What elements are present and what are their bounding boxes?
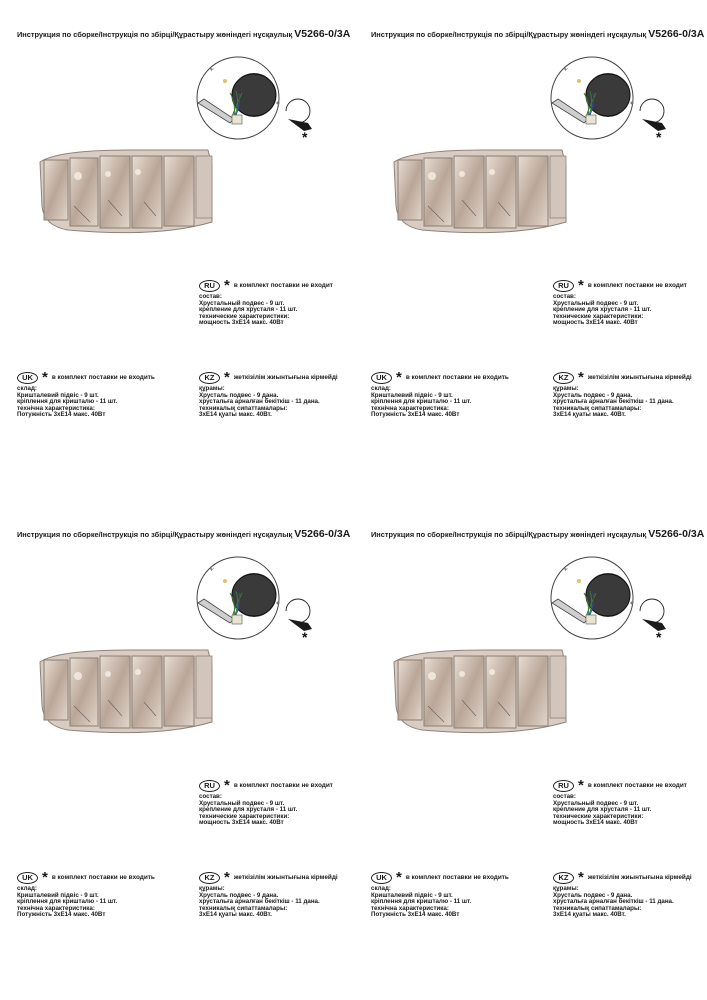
spec-line: состав: [199,293,222,300]
asterisk-icon: * [578,777,584,794]
ru-lines [199,794,333,827]
uk-lines [17,386,155,419]
spec-line: хрустальға арналған бекіткіш - 11 дана. [553,398,674,406]
kz-section [553,869,692,919]
asterisk-icon: * [578,369,584,386]
panel-title [371,28,704,40]
spec-line: кріплення для кришталю - 11 шт. [17,398,118,406]
instruction-panel-1 [0,0,354,500]
asterisk-icon: * [578,869,584,886]
title-text: Инструкция по сборке/Інструкція по збірці/Құрастыру жөніндегі нұсқаулық [371,30,647,39]
spec-line: Кришталевий підвіс - 9 шт. [17,891,99,899]
kz-section [199,869,338,919]
kz-section [553,369,692,419]
spec-line: Хрустальный подвес - 9 шт. [199,299,285,307]
svg-text:ᴪ: ᴪ [564,567,568,573]
spec-line: Хрустальный подвес - 9 шт. [553,799,639,807]
spec-line: Хрусталь подвес - 9 дана. [553,391,633,399]
crystal-wall-lamp-image [392,146,572,246]
asterisk-icon: * [656,129,662,143]
spec-line: технические характеристики: [553,312,644,320]
uk-note: в комплект поставки не входить [405,873,509,881]
crystal-wall-lamp-image [392,646,572,746]
kz-badge: KZ [199,372,220,384]
model-code: V5266-0/3A [294,28,351,40]
kz-lines [199,886,338,919]
asterisk-icon: * [302,129,308,143]
uk-section [17,369,155,419]
spec-line: технические характеристики: [199,312,290,320]
spec-line: Потужність 3хE14 макс. 40Вт [371,911,460,919]
uk-lines [371,886,509,919]
ru-section [553,777,687,827]
spec-line: құрамы: [553,385,579,392]
kz-lines [553,386,692,419]
spec-line: құрамы: [553,885,579,892]
spec-line: Потужність 3хE14 макс. 40Вт [17,411,106,419]
kz-section [199,369,338,419]
wall-mount-diagram [190,553,330,643]
title-text: Инструкция по сборке/Інструкція по збірці/Құрастыру жөніндегі нұсқаулық [17,530,293,539]
asterisk-icon: * [302,629,308,643]
spec-line: склад: [17,885,37,892]
spec-line: құрамы: [199,385,225,392]
spec-line: 3хE14 қуаты макс. 40Вт. [199,911,272,919]
model-code: V5266-0/3A [648,28,705,40]
spec-line: состав: [199,793,222,800]
spec-line: крепление для хрусталя - 11 шт. [199,806,298,814]
kz-badge: KZ [553,872,574,884]
uk-badge: UK [17,372,38,384]
spec-line: Кришталевий підвіс - 9 шт. [17,391,99,399]
uk-section [371,869,509,919]
uk-section [371,369,509,419]
spec-line: технічна характеристика: [17,904,95,912]
panel-title [17,528,350,540]
asterisk-icon: * [42,369,48,386]
model-code: V5266-0/3A [648,528,705,540]
instruction-panel-4 [354,500,707,1000]
uk-lines [17,886,155,919]
kz-badge: KZ [553,372,574,384]
spec-line: технічна характеристика: [371,404,449,412]
svg-text:ᴪ: ᴪ [564,67,568,73]
ru-section [199,777,333,827]
ru-lines [199,294,333,327]
spec-line: технические характеристики: [199,812,290,820]
ru-badge: RU [553,280,574,292]
spec-line: кріплення для кришталю - 11 шт. [17,898,118,906]
ru-lines [553,794,687,827]
uk-badge: UK [371,872,392,884]
wall-mount-diagram [544,553,684,643]
ru-section [553,277,687,327]
spec-line: склад: [371,385,391,392]
kz-badge: KZ [199,872,220,884]
panel-title [17,28,350,40]
spec-line: 3хE14 қуаты макс. 40Вт. [553,911,626,919]
ru-note: в комплект поставки не входит [233,781,333,789]
ru-lines [553,294,687,327]
asterisk-icon: * [224,869,230,886]
asterisk-icon: * [396,869,402,886]
spec-line: техникалық сипаттамалары: [199,404,288,412]
spec-line: мощность 3хE14 макс. 40Вт [199,319,284,327]
asterisk-icon: * [224,277,230,294]
spec-line: кріплення для кришталю - 11 шт. [371,898,472,906]
asterisk-icon: * [224,369,230,386]
crystal-wall-lamp-image [38,646,218,746]
spec-line: Хрустальный подвес - 9 шт. [553,299,639,307]
ru-badge: RU [199,780,220,792]
spec-line: техникалық сипаттамалары: [553,404,642,412]
uk-section [17,869,155,919]
uk-lines [371,386,509,419]
spec-line: Кришталевий підвіс - 9 шт. [371,391,453,399]
spec-line: крепление для хрусталя - 11 шт. [199,306,298,314]
uk-badge: UK [371,372,392,384]
spec-line: хрустальға арналған бекіткіш - 11 дана. [199,398,320,406]
spec-line: техникалық сипаттамалары: [553,904,642,912]
kz-lines [199,386,338,419]
wall-mount-diagram [190,53,330,143]
instruction-panel-2 [354,0,707,500]
spec-line: крепление для хрусталя - 11 шт. [553,306,652,314]
ru-note: в комплект поставки не входит [233,281,333,289]
spec-line: хрустальға арналған бекіткіш - 11 дана. [553,898,674,906]
ru-badge: RU [553,780,574,792]
title-text: Инструкция по сборке/Інструкція по збірці/Құрастыру жөніндегі нұсқаулық [371,530,647,539]
svg-text:ᴪ: ᴪ [210,67,214,73]
spec-line: состав: [553,793,576,800]
asterisk-icon: * [656,629,662,643]
kz-note: жеткізілім жиынтығына кірмейді [587,373,692,381]
spec-line: мощность 3хE14 макс. 40Вт [553,319,638,327]
spec-line: Хрусталь подвес - 9 дана. [199,391,279,399]
uk-note: в комплект поставки не входить [405,373,509,381]
spec-line: технічна характеристика: [371,904,449,912]
spec-line: құрамы: [199,885,225,892]
spec-line: крепление для хрусталя - 11 шт. [553,806,652,814]
ru-note: в комплект поставки не входит [587,281,687,289]
asterisk-icon: * [42,869,48,886]
spec-line: кріплення для кришталю - 11 шт. [371,398,472,406]
title-text: Инструкция по сборке/Інструкція по збірці/Құрастыру жөніндегі нұсқаулық [17,30,293,39]
asterisk-icon: * [578,277,584,294]
wall-mount-diagram [544,53,684,143]
spec-line: 3хE14 қуаты макс. 40Вт. [553,411,626,419]
svg-text:ᴪ: ᴪ [210,567,214,573]
crystal-wall-lamp-image [38,146,218,246]
asterisk-icon: * [396,369,402,386]
spec-line: Потужність 3хE14 макс. 40Вт [17,911,106,919]
spec-line: технические характеристики: [553,812,644,820]
kz-lines [553,886,692,919]
ru-section [199,277,333,327]
spec-line: хрустальға арналған бекіткіш - 11 дана. [199,898,320,906]
uk-badge: UK [17,872,38,884]
ru-note: в комплект поставки не входит [587,781,687,789]
panel-title [371,528,704,540]
model-code: V5266-0/3A [294,528,351,540]
ru-badge: RU [199,280,220,292]
spec-line: Потужність 3хE14 макс. 40Вт [371,411,460,419]
spec-line: Хрусталь подвес - 9 дана. [199,891,279,899]
spec-line: техникалық сипаттамалары: [199,904,288,912]
spec-line: 3хE14 қуаты макс. 40Вт. [199,411,272,419]
spec-line: мощность 3хE14 макс. 40Вт [199,819,284,827]
spec-line: мощность 3хE14 макс. 40Вт [553,819,638,827]
spec-line: Хрустальный подвес - 9 шт. [199,799,285,807]
instruction-panel-3 [0,500,354,1000]
uk-note: в комплект поставки не входить [51,873,155,881]
kz-note: жеткізілім жиынтығына кірмейді [587,873,692,881]
uk-note: в комплект поставки не входить [51,373,155,381]
spec-line: состав: [553,293,576,300]
spec-line: Кришталевий підвіс - 9 шт. [371,891,453,899]
spec-line: Хрусталь подвес - 9 дана. [553,891,633,899]
kz-note: жеткізілім жиынтығына кірмейді [233,873,338,881]
spec-line: склад: [17,385,37,392]
asterisk-icon: * [224,777,230,794]
spec-line: технічна характеристика: [17,404,95,412]
kz-note: жеткізілім жиынтығына кірмейді [233,373,338,381]
spec-line: склад: [371,885,391,892]
